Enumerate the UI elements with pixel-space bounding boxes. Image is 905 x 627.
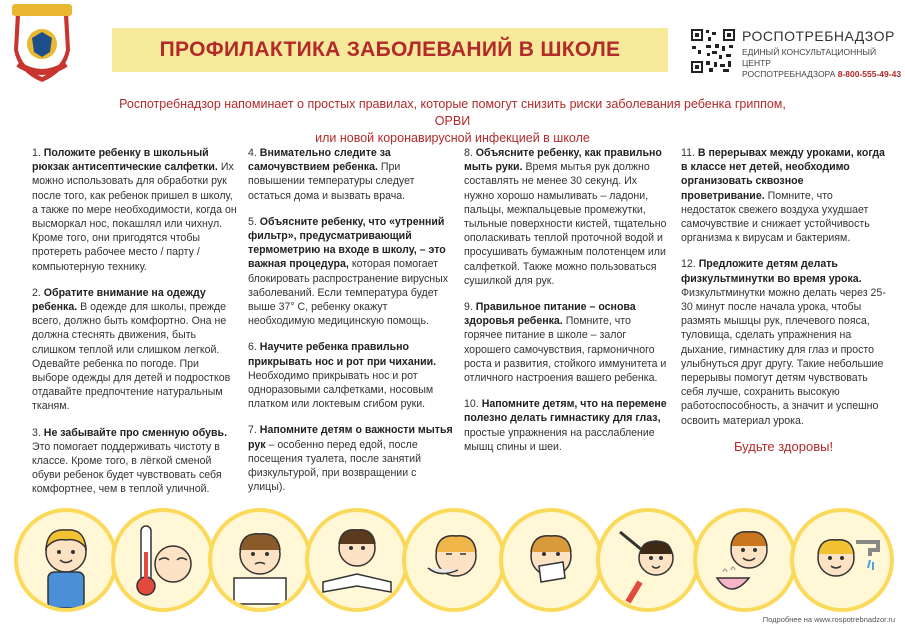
tip-1: 1. Положите ребенку в школьный рюкзак антисептические салфетки. Их можно использовать для обработки рук после того, как ребенок пришел в школу, а также по мере необходимости, когда он высморкал нос, покашлял или чихнул. Кроме того, они пригодятся чтобы протереть рабочее место / парту / компьютерную технику.	[32, 147, 237, 273]
sneezing-child-icon	[402, 508, 506, 612]
tip-8: 8. Объясните ребенку, как правильно мыть руки. Время мытья рук должно составлять не менее 30 секунд. Их нужно хорошо намыливать – ладони, пальцы, межпальцевые промежутки, тыльные поверхности кистей, тщательно ополаскивать теплой проточной водой и просушивать бумажным полотенцем или салфеткой. Также можно пользоваться сушилкой для рук.	[464, 147, 667, 287]
sick-child-icon	[208, 508, 312, 612]
illustration-strip	[14, 508, 894, 616]
thermometer-icon	[111, 508, 215, 612]
footer-link[interactable]: Подробнее на www.rospotrebnadzor.ru	[762, 615, 895, 624]
handwashing-child-icon	[790, 508, 894, 612]
tip-2: 2. Обратите внимание на одежду ребенка. В одежде для школы, прежде всего, должно быть комфортно. Она не должна стеснять движения, быть слишком теплой или слишком легкой. Одевайте ребенка по погоде. При выборе одежды для детей и подростков отдавайте предпочтение натуральным тканям.	[32, 286, 231, 413]
stretching-child-icon	[596, 508, 700, 612]
hotline-phone[interactable]: 8-800-555-49-43	[837, 69, 902, 79]
org-subtitle-1: ЕДИНЫЙ КОНСУЛЬТАЦИОННЫЙ ЦЕНТР	[742, 47, 877, 68]
eating-child-icon	[693, 508, 797, 612]
page-title: ПРОФИЛАКТИКА ЗАБОЛЕВАНИЙ В ШКОЛЕ	[159, 38, 621, 61]
tip-5: 5. Объясните ребенку, что «утренний фильтр», предусматривающий термометрию на входе в школу, – это важная процедура, которая помогает блокировать распространение вирусных заболеваний. Если температура будет выше 37° С, ребенку окажут необходимую медицинскую помощь.	[248, 215, 449, 328]
qr-code-icon[interactable]	[690, 28, 736, 74]
column-2	[248, 146, 453, 506]
title-banner	[112, 28, 668, 72]
closing-wish: Будьте здоровы!	[733, 438, 834, 454]
org-name: РОСПОТРЕБНАДЗОР	[742, 28, 895, 44]
tip-9: 9. Правильное питание – основа здоровья ребенка. Помните, что горячее питание в школе – залог хорошего самочувствия, гармоничного роста и развития, стойкого иммунитета и отличного настроения вашего ребенка.	[464, 301, 667, 385]
tissue-child-icon	[499, 508, 603, 612]
intro-line-2: или новой коронавирусной инфекцией в школе	[315, 131, 590, 145]
emblem-icon	[6, 2, 78, 84]
child-backpack-icon	[14, 508, 118, 612]
column-4	[681, 146, 886, 454]
tip-3: 3. Не забывайте про сменную обувь. Это помогает поддерживать чистоту в классе. Кроме того, в лёгкой сменой обуви ребенок будет чувствовать себя комфортнее, чем в теплой уличной.	[32, 426, 228, 496]
tip-6: 6. Научите ребенка правильно прикрывать нос и рот при чихании. Необходимо прикрывать нос и рот одноразовыми салфетками, носовым платком или локтевым сгибом руки.	[248, 341, 437, 411]
child-desk-icon	[305, 508, 409, 612]
intro-text	[100, 96, 805, 147]
tip-4: 4. Внимательно следите за самочувствием ребенка. При повышении температуры следует остаться дома и вызвать врача.	[248, 147, 415, 202]
column-3	[464, 146, 669, 466]
column-1	[32, 146, 237, 509]
intro-line-1: Роспотребнадзор напоминает о простых правилах, которые помогут снизить риски заболевания ребенка гриппом, ОРВИ	[119, 97, 786, 128]
tip-7: 7. Напомните детям о важности мытья рук – особенно перед едой, после посещения туалета, после занятий физкультурой, при возвращении с улицы).	[248, 424, 453, 494]
tip-12: 12. Предложите детям делать физкультминутки во время урока. Физкультминутки можно делать через 25-30 минут после начала урока, чтобы размять мышцы рук, плечевого пояса, туловища, сделать упражнения на дыхание, гимнастику для глаз и просто улыбнуться друг другу. Такие небольшие перерывы помогут детям чувствовать себя лучше, сохранить высокую работоспособность, а значит и успешно освоить материал урока.	[681, 258, 886, 427]
organization-block	[742, 28, 902, 80]
tip-11: 11. В перерывах между уроками, когда в классе нет детей, необходимо организовать сквозное проветривание. Помните, что недостаток свежего воздуха ухудшает самочувствие и снижает устойчивость организма к вирусам и бактериям.	[681, 147, 885, 245]
org-subtitle-2: РОСПОТРЕБНАДЗОРА	[742, 69, 836, 79]
tip-10: 10. Напомните детям, что на перемене полезно делать гимнастику для глаз, простые упражнения на расслабление мышц спины и шеи.	[464, 398, 667, 453]
